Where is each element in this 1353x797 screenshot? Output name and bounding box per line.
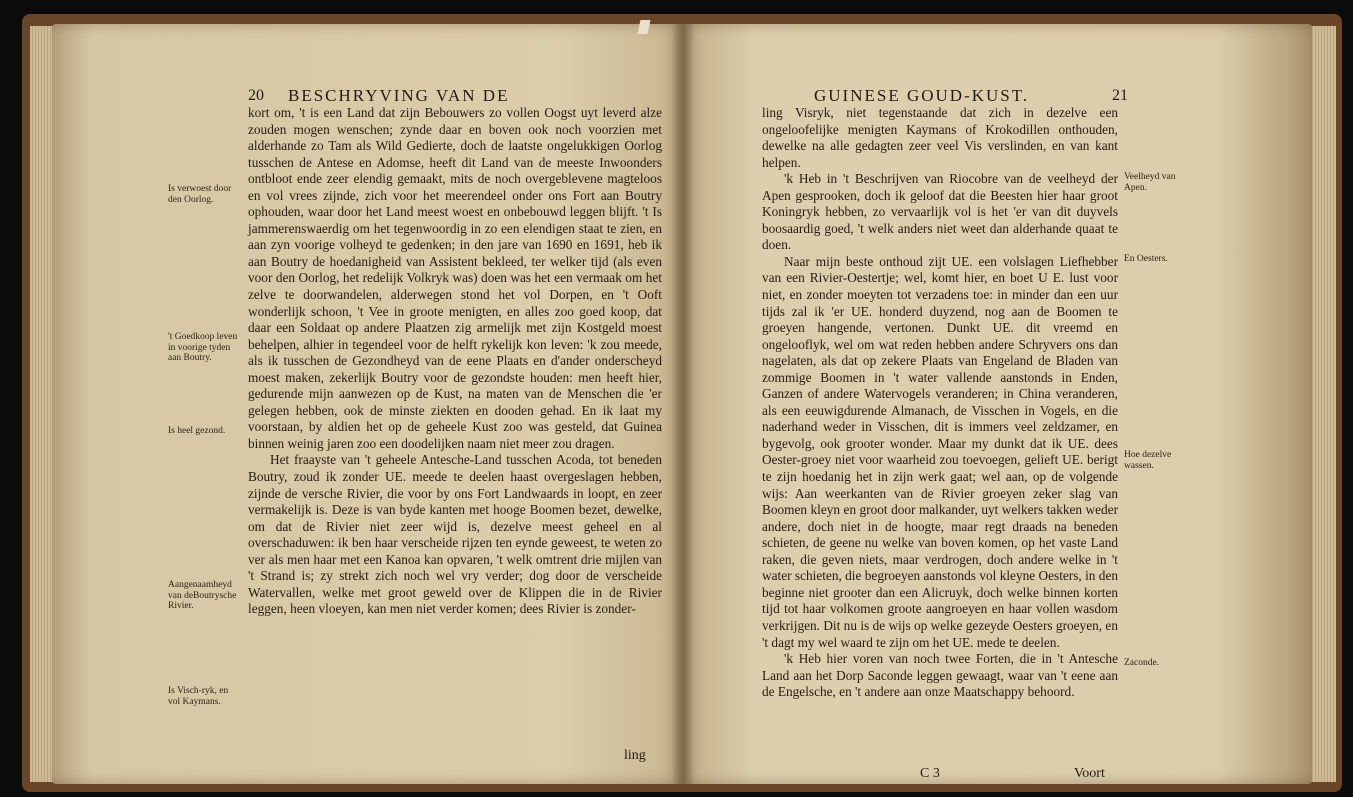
right-running-head: GUINESE GOUD-KUST. bbox=[814, 86, 1030, 105]
left-page bbox=[52, 24, 682, 784]
right-catchword: Voort bbox=[1074, 766, 1105, 781]
right-paragraph-3: Naar mijn beste onthoud zijt UE. een volslagen Liefhebber van een Rivier-Oestertje; wel, komt hier, en boet U E. lust voor niet, en zonder moeyten tot verzadens toe: in minder dan een uur tijds zal ik 'er UE. honderd duyzend, nog aan de Boomen te groeyen hangende, vertonen. Dunkt UE. dit vreemd en ongelooflyk, wel om wat reden hebben andere Schryvers ons dan nagelaten, als dat op zekere Plaats van Engeland de Bladen van zommige Boomen in 't water vallende aanstonds in Enden, Ganzen of andere Watervogels veranderen; in China veranderen, als een eeuwigdurende Almanach, de Visschen in Vogels, en die naderhand weder in Visschen, dit is immers veel zeldzamer, en bygevolg, ook grooter wonder. Maar my dunkt dat ik UE. dees Oester-groey niet voor waarheid zou toevoegen, gelieft UE. berigt te zijn hoedanig het in zijn werk gaat; wel aan, op de volgende wijs: Aan weerkanten van de Rivier groeyen zeker slag van Boomen kleyn en groot door malkander, uyt welkers takken weder andere, doch niet in de hoogte, maar regt draads na beneden schieten, de geene nu welke van boven komen, op het vaste Land raken, die geven niets, maar verdrogen, doch andere welke in 't water schieten, die begroeyen aanstonds vol kleyne Oesters, in den beginne niet grooter dan een Alicruyk, doch welke binnen korten tijd tot haar volkomen groote aangroeyen en haar vollen wasdom verkrijgen. Dit nu is de wijs op welke gezeyde Oesters groeyen, en 't dagt my wel waard te zijn om het UE. mede te deelen. bbox=[762, 253, 1118, 650]
left-paragraph-1: kort om, 't is een Land dat zijn Bebouwers zo vollen Oogst uyt leverd alze zouden mogen wenschen; zynde daar en boven ook noch voorzien met alderhande zo Tam als Wild Gedierte, doch de laatste ongelukkigen Oorlog tusschen de Antese en Adomse, heeft dit Land van de meeste Inwoonders ontbloot ende zeer elendig gemaakt, mits de noch overgeblevene magteloos en vol vrees zijnde, zich voor het meerendeel onder ons Fort aan Boutry ophouden, waar door het Land meest woest en onbebouwd leggen blijft. 't Is jammerenswaerdig om het tegenwoordig in zo een elendigen staat te zien, en aan zyn voorige volheyd te gedenken; in den jare van 1690 en 1691, heb ik aan Boutry de hoedanigheid van Assistent bekleed, ter welker tijd (als even voor den Oorlog, het redelijk Volkryk was) doen was het een vermaak om het zelve te doorwandelen, alderwegen stond het vol Dorpen, en 't Ooft wonderlijk schoon, 't Vee in groote menigten, en alles zoo goed koop, dat daar een Soldaat op andere Plaatzen zig armelijk met zijn Kostgeld moest behelpen, alhier in tegendeel voor de helft rykelijk kon leven: 'k zou meede, als ik tusschen de Gezondheyd van de eene Plaats en d'ander onderscheyd moest maken, zekerlijk Boutry voor de gezondste houden: men heeft hier, gedurende mijn aanwezen op de Kust, na maten van de Menschen die 'er gelegen hebben, ook de minste ziekten en dooden gehad. En ik laat my voorstaan, by aldien het op de geheele Kust zoo was gesteld, dat Guinea binnen weinig jaren zoo een doodelijken naam niet meer zou dragen. bbox=[248, 105, 662, 451]
left-margin-note-4: Aangenaamheyd van deBoutrysche Rivier. bbox=[168, 580, 237, 611]
right-page bbox=[682, 24, 1312, 784]
left-running-head: BESCHRYVING VAN DE bbox=[288, 86, 510, 105]
left-page-edges bbox=[30, 26, 54, 782]
left-paragraph-2: Het fraayste van 't geheele Antesche-Land tusschen Acoda, tot beneden Boutry, zoud ik zonder UE. meede te deelen haast overgeslagen hebben, zijnde de versche Rivier, die voor by ons Fort Landwaards in loopt, en zeer vermakelijk is. Deze is van byde kanten met hooge Boomen bezet, dewelke, om dat de Rivier niet zeer wijd is, dezelve meest geheel en al overschaduwen: ik ben haar verscheide rijzen ten eynde geweest, te weten zo ver als men haar met een Kanoa kan opvaren, 't welk omtrent drie mijlen van 't Strand is; zy strekt zich noch wel vry verder; dog door de verscheide Watervallen, welke met groot geweld over de Klippen die in de Rivier leggen, heen vloeyen, kan men niet verder komen; dees Rivier is zonder- bbox=[248, 452, 662, 617]
open-book bbox=[22, 14, 1342, 792]
right-paragraph-2: 'k Heb in 't Beschrijven van Riocobre van de veelheyd der Apen gesprooken, doch ik geloof dat die Beesten hier haar groot Koningryk hebben, zo vervaarlijk vol is het 'er van dit duyvels boosaardig goed, 't welk anders niet weet dan alderhande quaat te doen. bbox=[762, 171, 1118, 253]
left-margin-note-3: Is heel gezond. bbox=[168, 426, 226, 436]
right-margin-note-3: Hoe dezelve wassen. bbox=[1124, 450, 1172, 471]
right-page-number: 21 bbox=[1112, 87, 1128, 104]
right-margin-note-2: En Oesters. bbox=[1124, 254, 1168, 264]
right-paragraph-1: ling Visryk, niet tegenstaande dat zich in dezelve een ongeloofelijke menigten Kaymans of Krokodillen onthouden, dewelke na alle gedagten zeer veel Vis verslinden, en van kant helpen. bbox=[762, 105, 1118, 170]
left-page-number: 20 bbox=[248, 87, 264, 104]
right-body-text bbox=[762, 105, 1118, 701]
right-margin-note-4: Zaconde. bbox=[1124, 658, 1160, 668]
left-catchword: ling bbox=[624, 748, 646, 763]
left-body-text bbox=[248, 105, 662, 618]
left-margin-note-5: Is Visch-ryk, en vol Kaymans. bbox=[168, 686, 229, 707]
left-margin-note-2: 't Goedkoop leven in voorige tyden aan Boutry. bbox=[168, 332, 238, 363]
right-paragraph-4: 'k Heb hier voren van noch twee Forten, die in 't Antesche Land aan het Dorp Saconde leggen gewaagt, waar van 't eene aan de Engelsche, en 't andere aan onze Maatschappy behoord. bbox=[762, 651, 1118, 700]
left-margin-note-1: Is verwoest door den Oorlog. bbox=[168, 184, 232, 205]
signature-mark: C 3 bbox=[920, 766, 940, 781]
book-gutter bbox=[672, 24, 694, 784]
right-margin-note-1: Veelheyd van Apen. bbox=[1124, 172, 1176, 193]
right-page-edges bbox=[1310, 26, 1336, 782]
